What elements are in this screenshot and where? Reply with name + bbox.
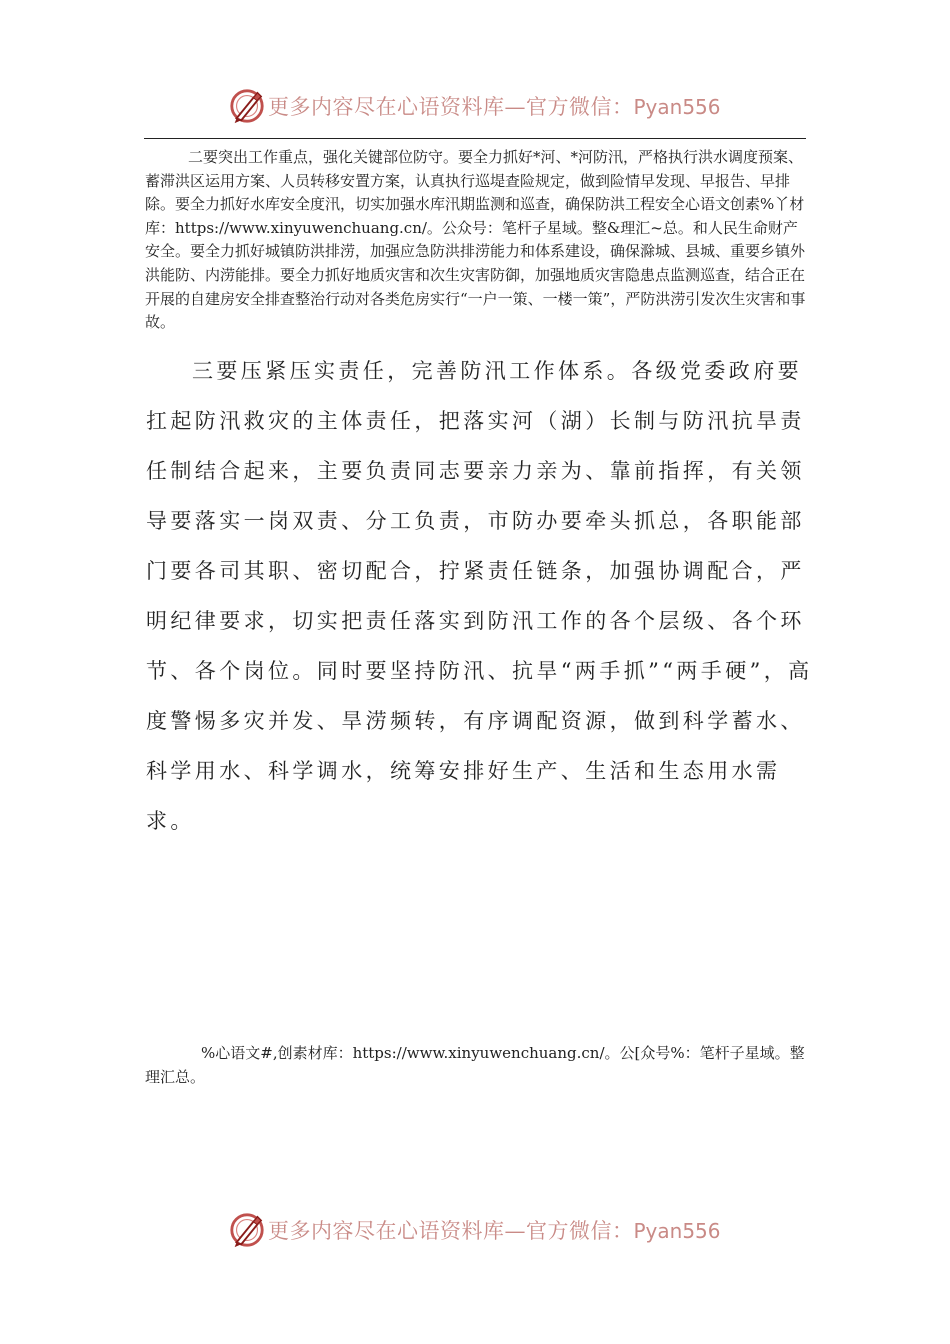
watermark-text: 更多内容尽在心语资料库—官方微信：: [268, 95, 634, 119]
watermark-wechat-id: Pyan556: [633, 95, 721, 119]
header-divider: [144, 138, 806, 139]
watermark-footer: [228, 1208, 748, 1252]
paragraph-3: 三要压紧压实责任，完善防汛工作体系。各级党委政府要扛起防汛救灾的主体责任，把落实河（湖）长制与防汛抗旱责任制结合起来，主要负责同志要亲力亲为、靠前指挥，有关领导要落实一岗双责、分工负责，市防办要牵头抓总，各职能部门要各司其职、密切配合，拧紧责任链条，加强协调配合，严明纪律要求，切实把责任落实到防汛工作的各个层级、各个环节、各个岗位。同时要坚持防汛、抗旱“两手抓”“两手硬”，高度警惕多灾并发、旱涝频转，有序调配资源，做到科学蓄水、科学用水、科学调水，统筹安排好生产、生活和生态用水需求。: [146, 359, 813, 833]
paragraph-2: 二要突出工作重点，强化关键部位防守。要全力抓好*河、*河防汛，严格执行洪水调度预案、蓄滞洪区运用方案、人员转移安置方案，认真执行巡堤查险规定，做到险情早发现、早报告、早排除。要全力抓好水库安全度汛，切实加强水库汛期监测和巡查，确保防洪工程安全心语文创素%丫材库：https://www.xinyuwenchuang.cn/。公众号：笔杆子星域。整&理汇~总。和人民生命财产安全。要全力抓好城镇防洪排涝，加强应急防洪排涝能力和体系建设，确保滁城、县城、重要乡镇外洪能防、内涝能排。要全力抓好地质灾害和次生灾害防御，加强地质灾害隐患点监测巡查，结合正在开展的自建房安全排查整治行动对各类危房实行“一户一策、一楼一策”，严防洪涝引发次生灾害和事故。: [145, 148, 806, 332]
watermark-header: [228, 84, 748, 128]
pen-logo-icon: [228, 1211, 266, 1249]
pen-logo-icon: [228, 87, 266, 125]
watermark-wechat-id: Pyan556: [633, 1219, 721, 1243]
watermark-text: 更多内容尽在心语资料库—官方微信：: [268, 1219, 634, 1243]
footer-note: %心语文#,创素材库：https://www.xinyuwenchuang.cn/。公[众号%：笔杆子星域。整理汇总。: [145, 1044, 805, 1086]
